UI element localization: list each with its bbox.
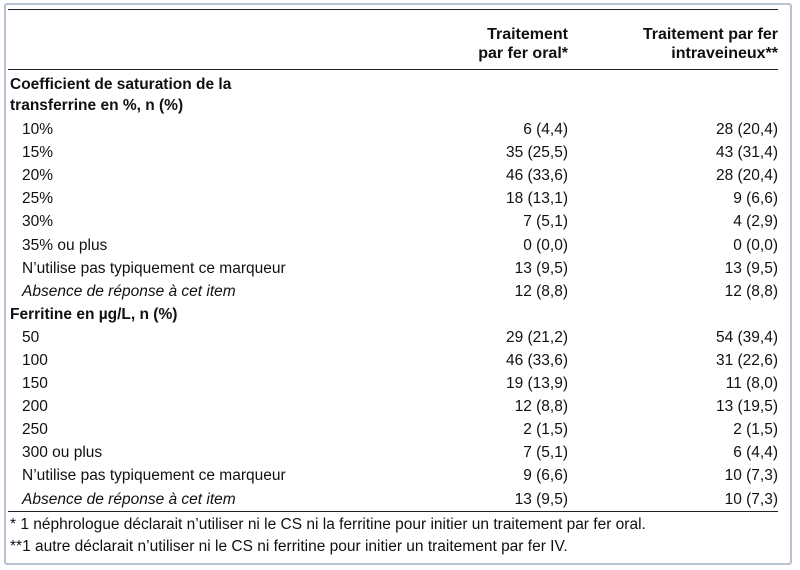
row-label: N’utilise pas typiquement ce marqueur [22, 467, 286, 485]
row-label: 300 ou plus [22, 444, 103, 462]
oral-value: 18 (13,1) [505, 190, 568, 208]
iv-value: 31 (22,6) [715, 351, 778, 369]
table-row [8, 118, 778, 141]
iv-value: 2 (1,5) [733, 421, 778, 439]
header-iv-line2: intraveineux** [671, 45, 778, 62]
row-label: 35% ou plus [22, 236, 108, 254]
oral-value: 46 (33,6) [505, 167, 568, 185]
oral-value: 12 (8,8) [514, 282, 568, 300]
table-row [8, 210, 778, 233]
table-row [8, 349, 778, 372]
row-label: N’utilise pas typiquement ce marqueur [22, 259, 286, 277]
oral-value: 7 (5,1) [523, 213, 568, 231]
row-label: 25% [22, 190, 54, 208]
header-iv-line1: Traitement par fer [642, 26, 778, 43]
iv-value: 28 (20,4) [715, 167, 778, 185]
iv-value: 4 (2,9) [733, 213, 778, 231]
table-row [8, 141, 778, 164]
oral-value: 46 (33,6) [505, 351, 568, 369]
footnotes [8, 514, 778, 559]
oral-value: 9 (6,6) [523, 467, 568, 485]
oral-value: 13 (9,5) [408, 488, 568, 512]
row-label: 10% [22, 121, 54, 139]
row-label: 30% [22, 213, 54, 231]
oral-value: 19 (13,9) [505, 375, 568, 393]
iv-value: 10 (7,3) [724, 467, 778, 485]
table-row [8, 187, 778, 210]
table-row [8, 280, 778, 303]
header-oral-line2: par fer oral* [478, 45, 568, 62]
table-row [8, 395, 778, 418]
row-label: 200 [22, 398, 48, 416]
iv-value: 13 (9,5) [724, 259, 778, 277]
oral-value: 0 (0,0) [523, 236, 568, 254]
iv-value: 13 (19,5) [715, 398, 778, 416]
iv-value: 0 (0,0) [733, 236, 778, 254]
table-row [8, 464, 778, 487]
footnote-oral: * 1 néphrologue déclarait n’utiliser ni le CS ni la ferritine pour initier un traitement par fer oral. [10, 515, 646, 533]
oral-value: 29 (21,2) [505, 328, 568, 346]
oral-value: 12 (8,8) [514, 398, 568, 416]
table-row [8, 441, 778, 464]
oral-value: 7 (5,1) [523, 444, 568, 462]
header-iv [568, 10, 778, 70]
row-label: Absence de réponse à cet item [22, 282, 236, 300]
header-blank [8, 10, 408, 70]
table-row [8, 326, 778, 349]
table-row [8, 488, 778, 512]
table-row [8, 418, 778, 441]
row-label: Absence de réponse à cet item [8, 488, 408, 512]
header-oral-line1: Traitement [487, 26, 568, 43]
iv-value: 10 (7,3) [568, 488, 778, 512]
iv-value: 11 (8,0) [725, 375, 778, 393]
data-table [8, 9, 778, 512]
header-oral [408, 10, 568, 70]
footnote-iv: **1 autre déclarait n’utiliser ni le CS ni ferritine pour initier un traitement par fer IV. [10, 538, 568, 556]
table-row [8, 233, 778, 256]
oral-value: 2 (1,5) [523, 421, 568, 439]
row-label: 50 [22, 328, 40, 346]
table-row [8, 164, 778, 187]
oral-value: 6 (4,4) [523, 121, 568, 139]
iv-value: 43 (31,4) [715, 144, 778, 162]
section-header-row [8, 70, 778, 119]
table-container [8, 9, 778, 559]
iv-value: 54 (39,4) [715, 328, 778, 346]
section-title: Ferritine en µg/L, n (%) [10, 305, 178, 323]
section-title-text: Coefficient de saturation de la transferrine en %, n (%) [10, 76, 232, 114]
oral-value: 13 (9,5) [514, 259, 568, 277]
iv-value: 28 (20,4) [715, 121, 778, 139]
oral-value: 35 (25,5) [505, 144, 568, 162]
iv-value: 9 (6,6) [733, 190, 778, 208]
row-label: 100 [22, 351, 48, 369]
table-row [8, 257, 778, 280]
table-row [8, 372, 778, 395]
section-title [8, 70, 778, 119]
row-label: 15% [22, 144, 54, 162]
row-label: 20% [22, 167, 54, 185]
iv-value: 6 (4,4) [733, 444, 778, 462]
iv-value: 12 (8,8) [724, 282, 778, 300]
header-row [8, 10, 778, 70]
row-label: 250 [22, 421, 48, 439]
row-label: 150 [22, 375, 48, 393]
section-header-row [8, 303, 778, 326]
